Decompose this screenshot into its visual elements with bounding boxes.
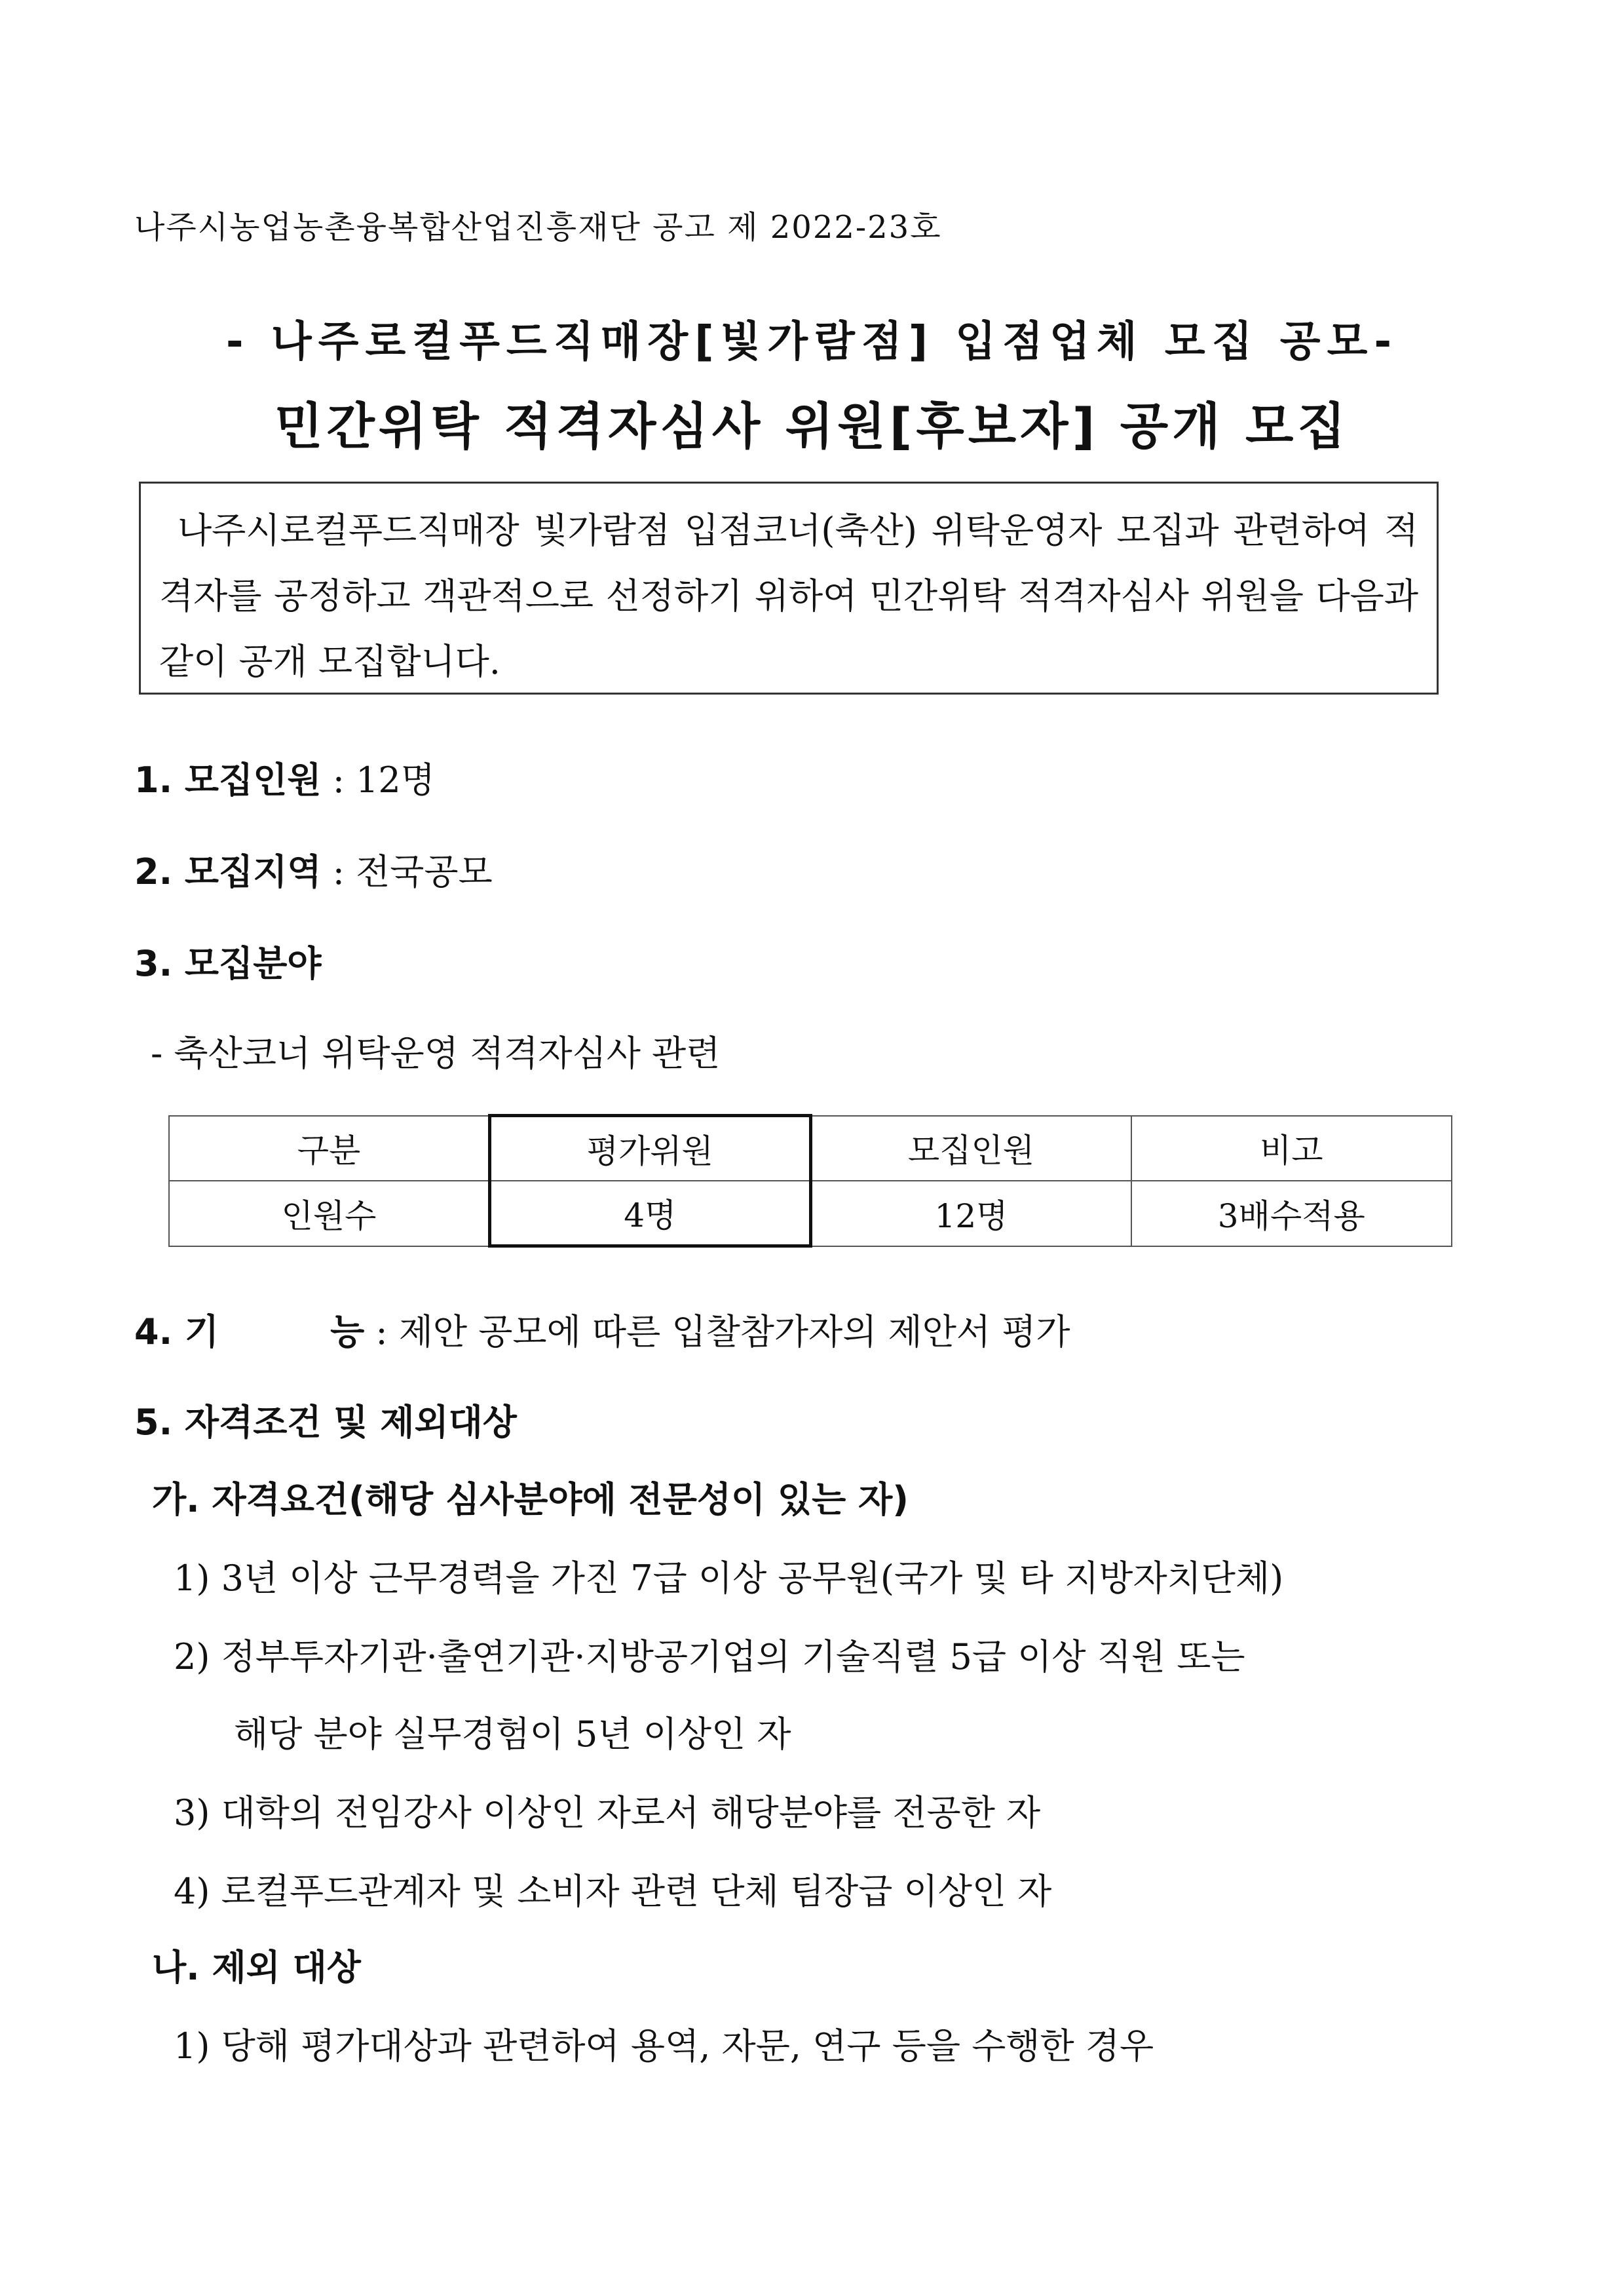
list-item: 4) 로컬푸드관계자 및 소비자 관련 단체 팀장급 이상인 자 [174, 1871, 1052, 1912]
section-2-label: 2. 모집지역 [134, 851, 322, 892]
list-item: 1) 3년 이상 근무경력을 가진 7급 이상 공무원(국가 및 타 지방자치단체) [174, 1558, 1284, 1599]
table-cell: 3배수적용 [1131, 1181, 1452, 1246]
table-cell: 4명 [490, 1181, 811, 1246]
section-4-label-b: 능 [330, 1311, 365, 1352]
section-1 [134, 752, 435, 803]
section-4-value: : 제안 공모에 따른 입찰참가자의 제안서 평가 [375, 1311, 1070, 1352]
section-5b [152, 1940, 361, 1990]
section-1-value: : 12명 [332, 759, 435, 801]
section-4-label-a: 4. 기 [134, 1311, 219, 1352]
table-header-cell: 구분 [169, 1116, 490, 1181]
table-cell: 인원수 [169, 1181, 490, 1246]
intro-text: 나주시로컬푸드직매장 빛가람점 입점코너(축산) 위탁운영자 모집과 관련하여 적격자를 공정하고 객관적으로 선정하기 위하여 민간위탁 적격자심사 위원을 다음과 같이 공개 모집합니다. [159, 510, 1418, 682]
table-row [169, 1181, 1452, 1246]
section-2-value: : 전국공모 [332, 851, 493, 892]
section-5a-label: 가. 자격요건(해당 심사분야에 전문성이 있는 자) [152, 1479, 909, 1520]
table-header-cell: 비고 [1131, 1116, 1452, 1181]
list-item: 1) 당해 평가대상과 관련하여 용역, 자문, 연구 등을 수행한 경우 [174, 2025, 1154, 2067]
intro-box [139, 482, 1439, 695]
section-2 [134, 844, 493, 894]
notice-number: 나주시농업농촌융복합산업진흥재단 공고 제 2022-23호 [134, 209, 942, 246]
document-subtitle: - 나주로컬푸드직매장[빛가람점] 입점업체 모집 공모- [225, 318, 1399, 366]
list-item: 2) 정부투자기관·출연기관·지방공기업의 기술직렬 5급 이상 직원 또는 [174, 1636, 1245, 1677]
list-item: 해당 분야 실무경험이 5년 이상인 자 [234, 1713, 791, 1755]
table-header-cell: 평가위원 [490, 1116, 811, 1181]
section-5-label: 5. 자격조건 및 제외대상 [134, 1402, 517, 1443]
document-title: 민간위탁 적격자심사 위원[후보자] 공개 모집 [274, 397, 1350, 455]
section-3-sub: - 축산코너 위탁운영 적격자심사 관련 [151, 1033, 721, 1074]
recruitment-table [168, 1114, 1452, 1248]
section-4 [134, 1304, 1070, 1354]
section-5 [134, 1394, 517, 1445]
section-1-label: 1. 모집인원 [134, 759, 322, 801]
section-5a [152, 1472, 909, 1522]
section-5b-label: 나. 제외 대상 [152, 1947, 361, 1988]
table-header-row [169, 1116, 1452, 1181]
section-3-label: 3. 모집분야 [134, 943, 322, 984]
section-3 [134, 936, 322, 986]
list-item: 3) 대학의 전임강사 이상인 자로서 해당분야를 전공한 자 [174, 1792, 1041, 1833]
table-cell: 12명 [810, 1181, 1131, 1246]
table-header-cell: 모집인원 [810, 1116, 1131, 1181]
